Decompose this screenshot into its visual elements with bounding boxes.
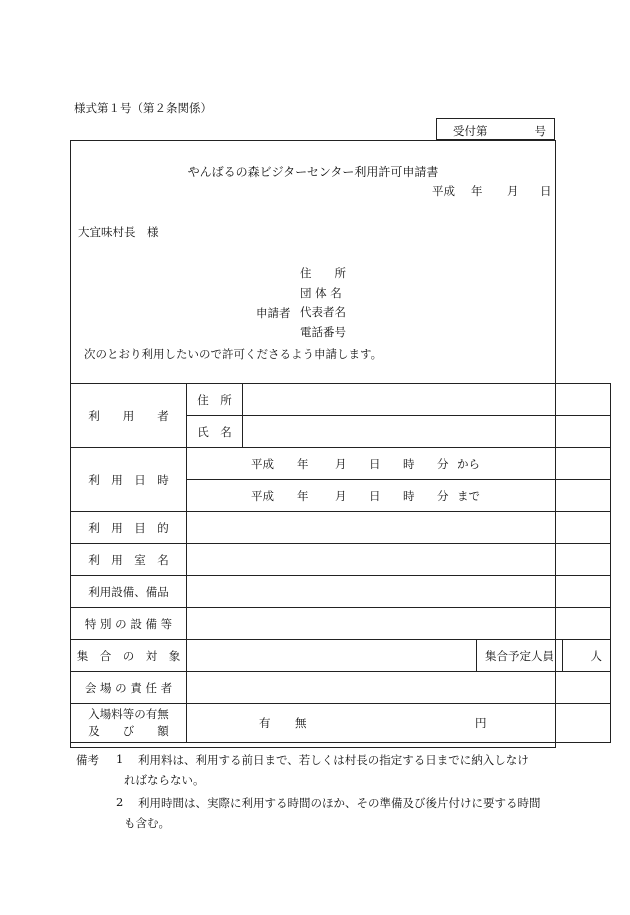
user-address-label: 住 所 (187, 384, 243, 416)
room-field[interactable] (187, 544, 611, 576)
notes-heading: 備考 (76, 753, 99, 767)
applicant-fields (300, 264, 346, 342)
request-statement: 次のとおり利用したいので許可くださるよう申請します。 (84, 347, 383, 361)
note-1-continuation: ればならない。 (124, 773, 205, 787)
receipt-suffix: 号 (534, 124, 546, 138)
datetime-to-text: まで (457, 488, 480, 503)
datetime-minute: 分 (437, 488, 449, 503)
note-2-number: 2 (116, 795, 124, 809)
purpose-field[interactable] (187, 512, 611, 544)
table-row (71, 512, 611, 544)
target-field[interactable] (187, 640, 477, 672)
note-2-text: 利用時間は、実際に利用する時間のほか、その準備及び後片付けに要する時間 (138, 796, 541, 810)
receipt-number-box (436, 118, 555, 140)
special-equipment-label: 特 別 の 設 備 等 (71, 608, 187, 640)
user-address-field[interactable] (243, 384, 611, 416)
user-label: 利 用 者 (71, 384, 187, 448)
fee-field[interactable] (187, 704, 611, 743)
date-year: 年 (471, 184, 483, 198)
person-unit: 人 (590, 648, 602, 663)
applicant-address-label: 住 所 (300, 266, 346, 280)
date-era: 平成 (432, 184, 455, 198)
note-1-text: 利用料は、利用する前日まで、若しくは村長の指定する日までに納入しなけ (138, 753, 529, 767)
manager-field[interactable] (187, 672, 611, 704)
applicant-phone-label: 電話番号 (300, 324, 346, 339)
receipt-label: 受付第 (453, 124, 488, 138)
datetime-month: 月 (335, 488, 347, 503)
datetime-to-field[interactable] (187, 480, 611, 512)
fee-yes[interactable]: 有 (259, 716, 271, 730)
form-number-label: 様式第１号（第２条関係） (74, 101, 212, 115)
planned-count-field[interactable] (563, 640, 611, 672)
datetime-from-text: から (457, 456, 480, 471)
table-row (71, 704, 611, 743)
table-row (71, 640, 611, 672)
datetime-year: 年 (297, 488, 309, 503)
table-row (71, 448, 611, 480)
datetime-era: 平成 (251, 456, 274, 471)
fee-label-line2: 及 び 額 (88, 724, 169, 738)
date-day: 日 (540, 184, 552, 198)
datetime-minute: 分 (437, 456, 449, 471)
datetime-year: 年 (297, 456, 309, 471)
addressee: 大宜味村長 様 (78, 225, 159, 239)
datetime-day: 日 (369, 488, 381, 503)
table-row (71, 672, 611, 704)
manager-label: 会 場 の 責 任 者 (71, 672, 187, 704)
target-label: 集 合 の 対 象 (71, 640, 187, 672)
table-row (71, 576, 611, 608)
datetime-day: 日 (369, 456, 381, 471)
special-equipment-field[interactable] (187, 608, 611, 640)
fee-label (71, 704, 187, 743)
application-table (70, 383, 611, 743)
datetime-hour: 時 (403, 456, 415, 471)
datetime-month: 月 (335, 456, 347, 471)
user-name-label: 氏 名 (187, 416, 243, 448)
note-1-number: 1 (116, 752, 124, 766)
fee-no[interactable]: 無 (295, 716, 307, 730)
date-month: 月 (507, 184, 519, 198)
fee-yen: 円 (475, 716, 487, 730)
table-row (71, 384, 611, 416)
purpose-label: 利 用 目 的 (71, 512, 187, 544)
table-row (71, 608, 611, 640)
datetime-era: 平成 (251, 488, 274, 503)
user-name-field[interactable] (243, 416, 611, 448)
table-row (71, 544, 611, 576)
equipment-field[interactable] (187, 576, 611, 608)
datetime-label: 利 用 日 時 (71, 448, 187, 512)
planned-count-label: 集合予定人員 (477, 640, 563, 672)
applicant-representative-label: 代表者名 (300, 305, 346, 319)
note-2-continuation: も含む。 (124, 816, 170, 830)
equipment-label: 利用設備、備品 (71, 576, 187, 608)
fee-label-line1: 入場料等の有無 (88, 707, 169, 721)
room-label: 利 用 室 名 (71, 544, 187, 576)
applicant-group-label: 団 体 名 (300, 285, 342, 300)
form-title: やんばるの森ビジターセンター利用許可申請書 (187, 165, 439, 179)
datetime-from-field[interactable] (187, 448, 611, 480)
applicant-heading: 申請者 (256, 306, 291, 320)
datetime-hour: 時 (403, 488, 415, 503)
